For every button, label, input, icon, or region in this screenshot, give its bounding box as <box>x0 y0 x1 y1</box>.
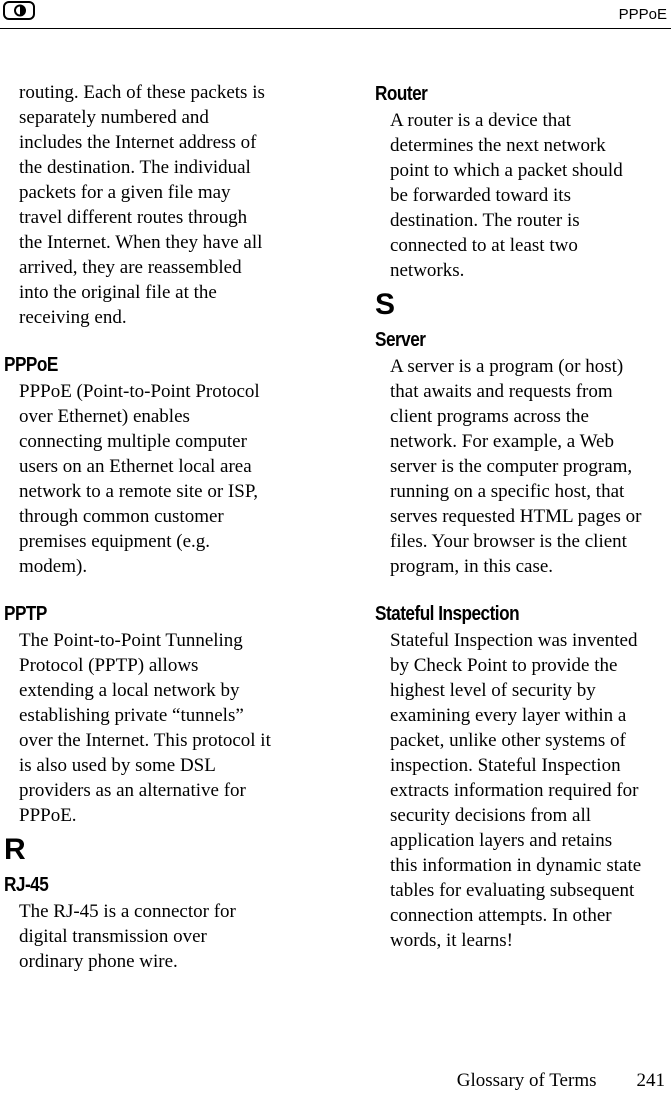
right-column <box>375 81 671 975</box>
page-footer <box>457 1070 665 1092</box>
definition-pptp: The Point-to-Point Tunneling Protocol (PPTP) allows extending a local network by establishing private “tunnels” over the Internet. This protocol it is also used by some DSL providers as an alternative for PPPoE. <box>19 630 271 826</box>
definition-pppoe: PPPoE (Point-to-Point Protocol over Ethernet) enables connecting multiple computer users on an Ethernet local area network to a remote site or ISP, through common customer premises equipment (e.g. modem). <box>19 381 260 577</box>
glossary-entry-stateful-inspection <box>375 601 671 953</box>
definition-router: A router is a device that determines the next network point to which a packet should be forwarded toward its destination. The router is connected to at least two networks. <box>390 110 623 281</box>
glossary-entry-rj45 <box>4 872 304 974</box>
section-letter-s: S <box>375 288 396 321</box>
header-divider <box>0 28 671 29</box>
page-header-title: PPPoE <box>618 6 667 23</box>
glossary-entry-server <box>375 327 671 579</box>
glossary-entry-continued <box>4 80 304 330</box>
footer-section-title: Glossary of Terms <box>456 1070 597 1091</box>
definition-stateful-inspection: Stateful Inspection was invented by Check Point to provide the highest level of security by examining every layer within a packet, unlike other systems of inspection. Stateful Inspection extracts information required for security decisions from all application layers and retains this information in dynamic state tables for evaluating subsequent connection attempts. In other words, it learns! <box>390 630 642 951</box>
section-letter-r: R <box>4 833 26 866</box>
term-server: Server <box>375 329 426 351</box>
term-rj45: RJ-45 <box>4 874 49 896</box>
glossary-entry-pptp <box>4 601 304 828</box>
glossary-entry-pppoe <box>4 352 304 579</box>
page-number: 241 <box>636 1070 665 1091</box>
reference-target-icon <box>3 1 35 20</box>
definition-server: A server is a program (or host) that awaits and requests from client programs across the network. For example, a Web server is the computer program, running on a specific host, that serves requested HTML pages or files. Your browser is the client program, in this case. <box>390 356 642 577</box>
term-stateful-inspection: Stateful Inspection <box>375 603 520 625</box>
definition-rj45: The RJ-45 is a connector for digital transmission over ordinary phone wire. <box>19 901 236 972</box>
term-pptp: PPTP <box>4 603 47 625</box>
term-pppoe: PPPoE <box>4 354 58 376</box>
term-router: Router <box>375 83 428 105</box>
glossary-entry-router <box>375 81 671 283</box>
continued-definition: routing. Each of these packets is separately numbered and includes the Internet address of the destination. The individual packets for a given file may travel different routes through the Internet. When they have all arrived, they are reassembled into the original file at the receiving end. <box>19 82 265 328</box>
left-column <box>4 80 304 996</box>
